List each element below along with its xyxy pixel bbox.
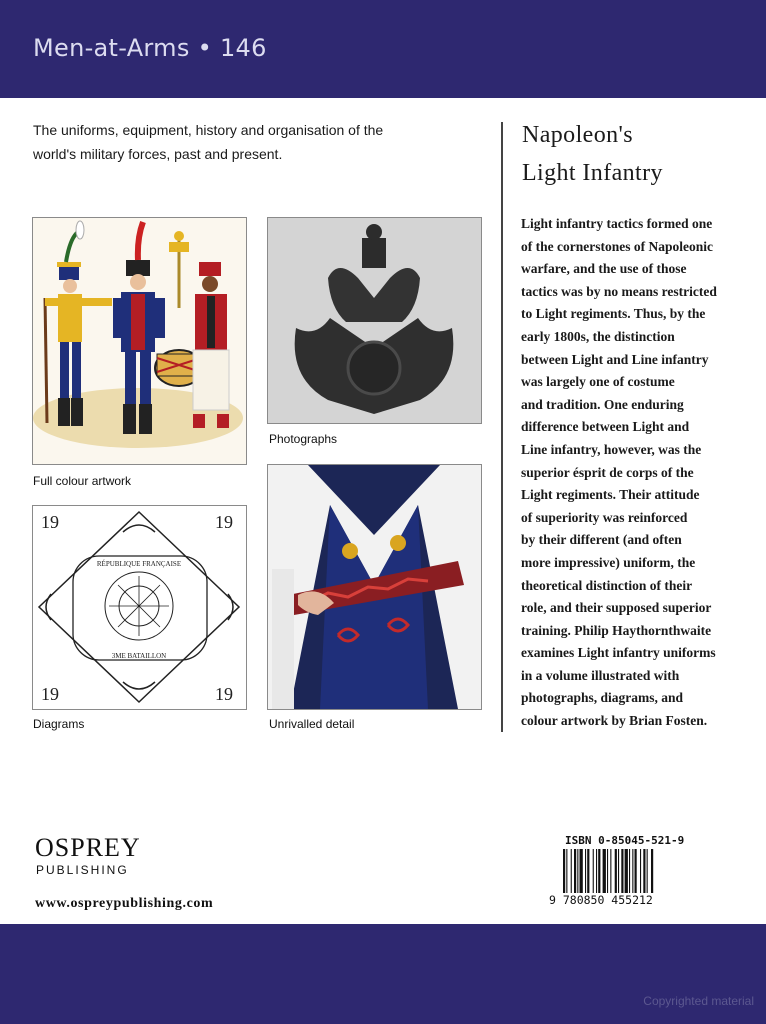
book-title-line2: Light Infantry	[522, 160, 663, 186]
artwork-caption: Full colour artwork	[33, 474, 132, 488]
osprey-logo	[35, 833, 155, 879]
corner-number-bl: 19	[41, 684, 59, 704]
tagline: The uniforms, equipment, history and organisation of the world's military forces, past and present.	[33, 122, 384, 162]
photograph-image	[267, 217, 482, 424]
plate-diagram	[33, 506, 246, 709]
top-band	[0, 0, 766, 98]
barcode-number: 9 780850 455212	[549, 893, 653, 907]
artwork-image	[32, 217, 247, 465]
barcode	[563, 849, 701, 897]
copyright-notice: Copyrighted material	[643, 994, 754, 1008]
corner-number-br: 19	[215, 684, 233, 704]
corner-number-tl: 19	[41, 512, 59, 532]
blurb-text: Light infantry tactics formed one of the cornerstones of Napoleonic warfare, and the use of those tactics was by no means restricted to Light regiments. Thus, by the early 1800s, the distinction between Light and Line infantry was largely one of costume and tradition. One enduring difference between Light and Line infantry, however, was the superior ésprit de corps of the Light regiments. Their attitude of superiority was reinforced by their different (and often more impressive) uniform, the theoretical distinction of their role, and their supposed superior training. Philip Haythornthwaite examines Light infantry uniforms in a volume illustrated with photographs, diagrams, and colour artwork by Brian Fosten.	[521, 216, 717, 729]
diagram-banner-text: 3ME BATAILLON	[111, 652, 167, 660]
publisher-url[interactable]: www.ospreypublishing.com	[35, 896, 214, 911]
detail-image	[267, 464, 482, 710]
photographs-caption: Photographs	[269, 432, 338, 446]
shako-plate-photo	[268, 218, 481, 423]
osprey-wordmark: OSPREY	[35, 833, 141, 862]
bottom-band	[0, 924, 766, 1024]
diagrams-caption: Diagrams	[33, 717, 85, 731]
column-divider	[501, 122, 503, 732]
book-title	[522, 116, 742, 192]
soldiers-illustration	[33, 218, 246, 464]
detail-caption: Unrivalled detail	[269, 717, 355, 731]
uniform-detail-photo	[268, 465, 481, 709]
diagram-image	[32, 505, 247, 710]
osprey-subtitle: PUBLISHING	[36, 863, 129, 877]
book-title-line1: Napoleon's	[522, 122, 633, 148]
isbn-label: ISBN 0-85045-521-9	[565, 834, 685, 847]
series-title: Men-at-Arms • 146	[33, 34, 267, 62]
corner-number-tr: 19	[215, 512, 233, 532]
diagram-arch-text: RÉPUBLIQUE FRANÇAISE	[96, 560, 182, 568]
